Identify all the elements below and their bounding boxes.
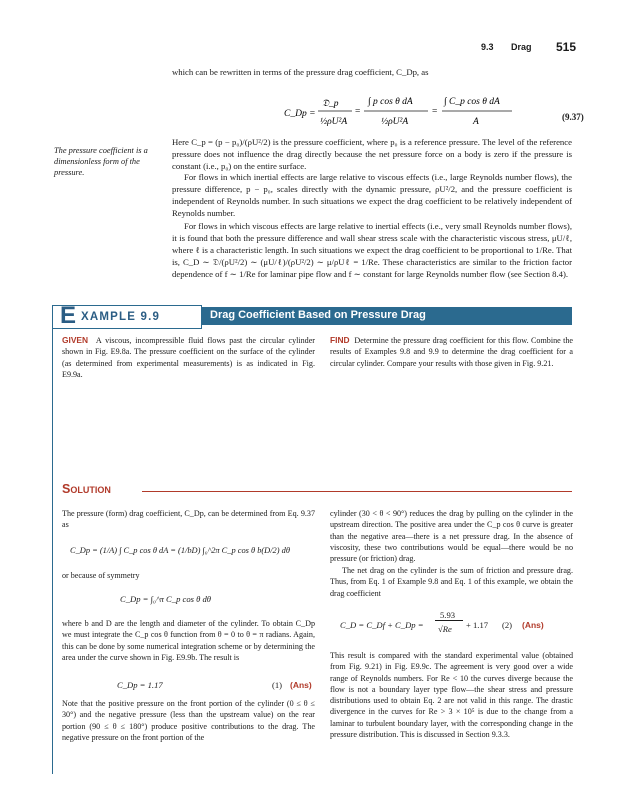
running-header <box>0 40 624 60</box>
solution-left-3 <box>62 618 315 663</box>
eq937-frac3-num: ∫ C_p cos θ dA <box>444 97 500 107</box>
example-title-bar <box>202 307 572 325</box>
section-number: 9.3 <box>481 42 494 52</box>
equation-b-text: C_Dp = ∫₀^π C_p cos θ dθ <box>120 594 212 604</box>
paragraph-text: For flows in which viscous effects are large relative to inertial effects (i.e., very small Reynolds number flows), it is found that both the pressure difference and wall shear stress scale with the characteristic viscous stress, μU/ℓ, where ℓ is a characteristic length. In such situations we expect the drag coefficient to be proportional to 1/Re. That is, C_D ∼ 𝔇/(ρU²/2) ∼ (μU/ℓ)/(ρU²/2) ∼ μ/ρUℓ = 1/Re. These characteristics are similar to the friction factor dependence of f ∼ 1/Re for laminar pipe flow and f ∼ constant for large Reynolds number flow (see Section 8.4). <box>172 221 572 280</box>
equation-number: (9.37) <box>562 112 584 122</box>
solution-text: cylinder (30 < θ < 90°) reduces the drag by pulling on the cylinder in the upstream direction. The positive area under the C_p cos θ curve is greater than the negative area—there is a net pressure drag. In the absence of viscosity, these two contributions would be equal—there would be no pressure (or friction) drag. <box>330 509 573 564</box>
equation-a <box>70 536 315 566</box>
page-number: 515 <box>556 40 577 54</box>
equation-d-num: 5.93 <box>440 610 456 620</box>
solution-heading <box>62 482 572 500</box>
eq937-frac1-num: 𝔇_p <box>322 99 339 109</box>
intro-line: which can be rewritten in terms of the pressure drag coefficient, C_Dp, as <box>172 67 429 77</box>
eq937-frac3-den: A <box>473 117 479 127</box>
paragraph-text: Here C_p = (p − p₀)/(ρU²/2) is the pressure coefficient, where p₀ is a reference pressure. The level of the reference pressure does not influence the drag directly because the net pressure force on a body is zero if the pressure is constant (i.e., p₀) on the entire surface. <box>172 137 572 172</box>
solution-left-2 <box>62 570 315 581</box>
given-text: A viscous, incompressible fluid flows past the circular cylinder shown in Fig. E9.8a. The pressure coefficient on the surface of the cylinder (as determined from experimental measurements) is as indicated in Fig. E9.9a. <box>62 336 315 379</box>
example-label-box <box>52 302 202 329</box>
equation-b <box>120 585 270 613</box>
solution-text: The net drag on the cylinder is the sum of friction and pressure drag. Thus, from Eq. 1 of Example 9.8 and Eq. 1 of this example, we obtain the drag coefficient <box>330 566 573 598</box>
equation-d-rest: + 1.17 <box>466 620 489 630</box>
equation-d <box>330 608 573 642</box>
section-title: Drag <box>511 42 532 52</box>
example-title: Drag Coefficient Based on Pressure Drag <box>210 309 426 321</box>
eq937-frac2-num: ∫ p cos θ dA <box>368 97 413 107</box>
svg-text:=: = <box>432 107 438 117</box>
paragraph-text: For flows in which inertial effects are large relative to viscous effects (i.e., large Reynolds number flows), the pressure difference, p − p₀, scales directly with the dynamic pressure, ρU²/2, and the pressure coefficient is independent of Reynolds number. In such situations we expect the drag coefficient to be relatively independent of Reynolds number. <box>172 172 572 219</box>
eq937-frac2-den: ½ρU²A <box>381 117 409 127</box>
equation-d-lhs: C_D = C_Df + C_Dp = <box>340 620 424 630</box>
solution-rule <box>142 491 572 492</box>
example-left-rule <box>52 327 53 774</box>
solution-text: The pressure (form) drag coefficient, C_Dp, can be determined from Eq. 9.37 as <box>62 509 315 530</box>
solution-text: This result is compared with the standard experimental value (obtained from Fig. 9.21) in Fig. E9.9c. The agreement is very good over a wide range of Reynolds numbers. For Re < 10 the curves diverge because the flow is not a boundary layer type flow—the shear stress and pressure distributions used to obtain Eq. 2 are not valid in this range. The drastic divergence in the curves for Re > 3 × 10⁵ is due to the change from a laminar to turbulent boundary layer, with the corresponding change in the pressure distribution. This is discussed in Section 9.3.3. <box>330 651 573 740</box>
solution-text: where b and D are the length and diameter of the cylinder. To obtain C_Dp we must integrate the C_p cos θ function from θ = 0 to θ = π radians. Again, this can be done by some numerical integration scheme or by determining the area under the curve shown in Fig. E9.9b. The result is <box>62 619 315 662</box>
example-letter: E <box>60 302 77 329</box>
solution-left-1 <box>62 508 315 531</box>
eq937-lhs: C_Dp = <box>284 109 316 119</box>
equation-c-number: (1) <box>272 680 283 690</box>
solution-word: Solution <box>62 482 111 496</box>
given-key: GIVEN <box>62 335 89 345</box>
answer-tag: (Ans) <box>522 620 544 630</box>
equation-c-text: C_Dp = 1.17 <box>117 680 163 690</box>
eq937-frac1-den: ½ρU²A <box>320 117 348 127</box>
paragraph-pressure-coefficient <box>172 136 572 172</box>
equation-9-37-graphic <box>172 84 572 132</box>
paragraph-inertial <box>172 171 572 219</box>
svg-text:=: = <box>355 107 361 117</box>
find-text: Determine the pressure drag coefficient for this flow. Combine the results of Examples 9.8 and 9.9 to determine the drag coefficient for a circular cylinder. Compare your results with those given in Fig. 9.21. <box>330 336 574 368</box>
find-key: FIND <box>330 335 350 345</box>
solution-text: Note that the positive pressure on the front portion of the cylinder (0 ≤ θ ≤ 30°) and the negative pressure (less than the upstream value) on the rear portion (90 ≤ θ ≤ 180°) produce positive contributions to the drag. The negative pressure on the front portion of the <box>62 699 315 742</box>
find-block <box>330 335 573 369</box>
solution-left-4 <box>62 698 315 743</box>
solution-text: or because of symmetry <box>62 571 140 580</box>
margin-note: The pressure coefficient is a dimensionless form of the pressure. <box>54 146 148 177</box>
example-banner <box>52 302 572 329</box>
equation-a-text: C_Dp = (1/A) ∫ C_p cos θ dA = (1/bD) ∫₀^2π C_p cos θ b(D/2) dθ <box>70 546 290 555</box>
equation-9-37 <box>172 84 584 132</box>
example-label: XAMPLE 9.9 <box>81 311 161 323</box>
solution-right-3 <box>330 650 573 740</box>
equation-c <box>62 680 315 694</box>
solution-right-2 <box>330 565 573 599</box>
given-block <box>62 335 315 380</box>
equation-d-bar <box>435 620 463 621</box>
paragraph-viscous <box>172 220 572 280</box>
equation-d-number: (2) <box>502 620 513 630</box>
equation-d-den: √Re <box>438 624 452 634</box>
answer-tag: (Ans) <box>290 680 312 690</box>
solution-right-1 <box>330 508 573 564</box>
